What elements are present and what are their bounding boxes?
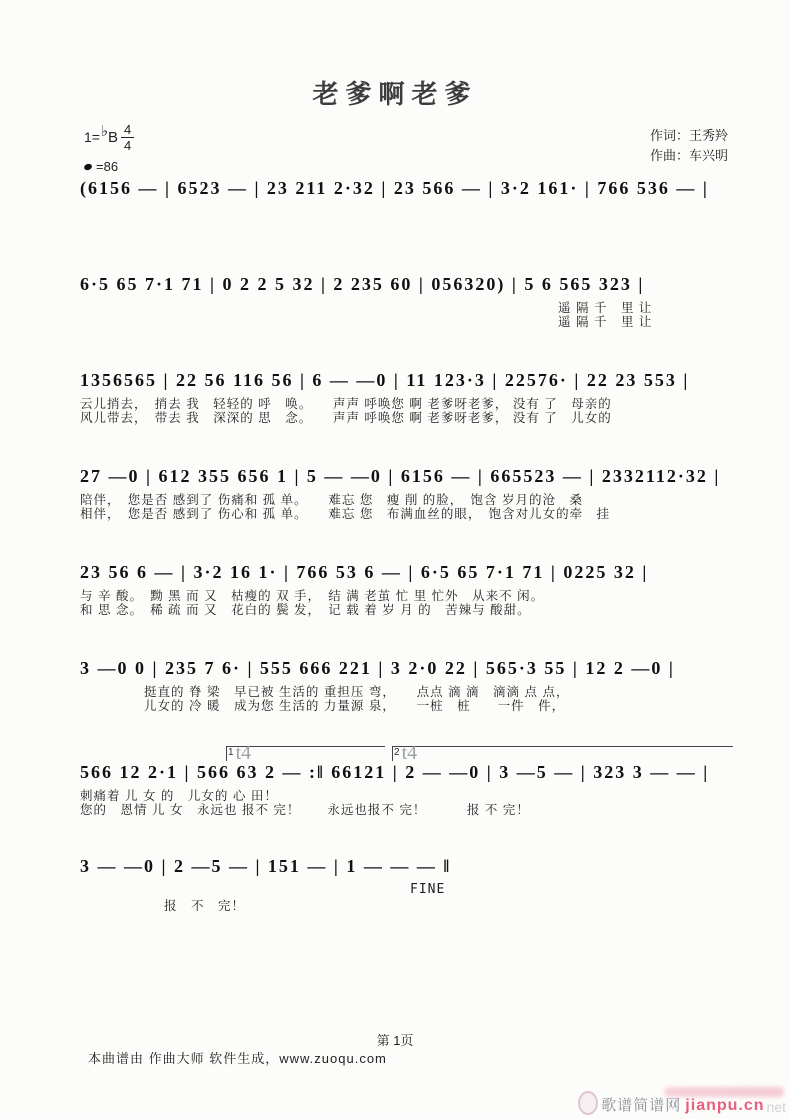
lyricist-credit: 作词：王秀羚 (649, 128, 728, 143)
lyric-row: 云儿捎去， 捎去 我 轻轻的 呼 唤。 声声 呼唤您 啊 老爹呀老爹， 没有 了 母亲的 (80, 397, 612, 411)
score-system-2 (80, 274, 740, 329)
lyric-row: 刺痛着 儿 女 的 儿女的 心 田！ (80, 789, 278, 803)
key-signature (84, 122, 134, 152)
time-signature (121, 123, 134, 152)
tempo-mark (84, 159, 134, 174)
fine-label: FINE (410, 882, 446, 897)
lyrics-block (80, 493, 740, 521)
time-top: 4 (123, 121, 132, 137)
volta-bracket-2 (392, 742, 733, 764)
notation-line: 27 —0 | 612 355 656 1 | 5 — —0 | 6156 — | 665523 — | 2332112·32 | (80, 466, 721, 486)
lyrics-block (80, 301, 740, 329)
notation-line: 23 56 6 — | 3·2 16 1· | 766 53 6 — | 6·5 65 7·1 71 | 0225 32 | (80, 562, 649, 582)
site-watermark (578, 1091, 786, 1115)
flat-sign-icon: ♭ (100, 123, 109, 140)
volta-mark: t4 (235, 742, 252, 764)
volta-number: 1 (228, 747, 234, 758)
lyric-row: 与 辛 酸。 黝 黑 而 又 枯瘦的 双 手， 结 满 老茧 忙 里 忙外 从来不 闲。 (80, 589, 545, 603)
lyric-row: 和 思 念。 稀 疏 而 又 花白的 鬓 发， 记 载 着 岁 月 的 苦辣与 酸甜。 (80, 603, 531, 617)
key-tempo-block (84, 122, 134, 174)
lyrics-block (80, 789, 740, 817)
watermark-logo-icon (578, 1091, 598, 1115)
notation-line: 3 —0 0 | 235 7 6· | 555 666 221 | 3 2·0 22 | 565·3 55 | 12 2 —0 | (80, 658, 675, 678)
song-title: 老爹啊老爹 (312, 80, 478, 109)
score-system-3 (80, 370, 740, 425)
credits-block (650, 126, 728, 166)
volta-number: 2 (394, 747, 400, 758)
volta-bracket-1 (226, 742, 385, 764)
lyric-row: 陪伴， 您是否 感到了 伤痛和 孤 单。 难忘 您 瘦 削 的脸， 饱含 岁月的沧 桑 (80, 493, 584, 507)
lyric-row: 风儿带去， 带去 我 深深的 思 念。 声声 呼唤您 啊 老爹呀老爹， 没有 了 儿女的 (80, 411, 612, 425)
watermark-ghost-text: net (766, 1099, 786, 1115)
notation-line: 1356565 | 22 56 116 56 | 6 — —0 | 11 123·3 | 22576· | 22 23 553 | (80, 370, 690, 390)
time-bottom: 4 (123, 137, 132, 153)
lyric-row: 相伴， 您是否 感到了 伤心和 孤 单。 难忘 您 布满血丝的眼， 饱含对儿女的牵 挂 (80, 507, 611, 521)
notation-line: (6156 — | 6523 — | 23 211 2·32 | 23 566 — | 3·2 161· | 766 536 — | (80, 178, 709, 198)
volta-mark: t4 (401, 742, 418, 764)
lyric-row: 遥 隔 千 里 让 (558, 315, 653, 329)
watermark-domain: jianpu.cn (685, 1097, 765, 1114)
score-system-7 (80, 742, 740, 817)
key-prefix: 1= (84, 129, 100, 145)
note-icon (83, 162, 93, 170)
lyrics-block (80, 685, 740, 713)
notation-line: 566 12 2·1 | 566 63 2 — :‖ 66121 | 2 — —0 | 3 —5 — | 323 3 — — | (80, 762, 710, 782)
notation-line: 6·5 65 7·1 71 | 0 2 2 5 32 | 2 235 60 | 056320) | 5 6 565 323 | (80, 274, 645, 294)
score-system-5 (80, 562, 740, 617)
watermark-site-name: 歌谱简谱网 (601, 1097, 682, 1114)
lyric-row: 报 不 完！ (164, 899, 246, 913)
page-number: 第 1页 (376, 1033, 414, 1048)
composer-credit: 作曲：车兴明 (649, 148, 728, 163)
key-note: B (108, 128, 119, 146)
score-system-6 (80, 658, 740, 713)
score-system-1 (80, 178, 740, 199)
tempo-value: =86 (96, 159, 119, 174)
generator-credit: 本曲谱由 作曲大师 软件生成，www.zuoqu.com (88, 1051, 387, 1066)
lyric-row: 您的 恩情 儿 女 永远也 报不 完！ 永远也报不 完！ 报 不 完！ (80, 803, 530, 817)
lyrics-block (80, 899, 740, 913)
lyrics-block (80, 589, 740, 617)
notation-line: 3 — —0 | 2 —5 — | 151 — | 1 — — — ‖ (80, 856, 452, 876)
lyric-row: 挺直的 脊 梁 早已被 生活的 重担压 弯， 点点 滴 滴 滴滴 点 点， (144, 685, 570, 699)
lyrics-block (80, 397, 740, 425)
lyric-row: 遥 隔 千 里 让 (558, 301, 653, 315)
score-system-8 (80, 856, 740, 913)
score-system-4 (80, 466, 740, 521)
lyric-row: 儿女的 冷 暖 成为您 生活的 力量源 泉， 一桩 桩 一件 件， (144, 699, 566, 713)
